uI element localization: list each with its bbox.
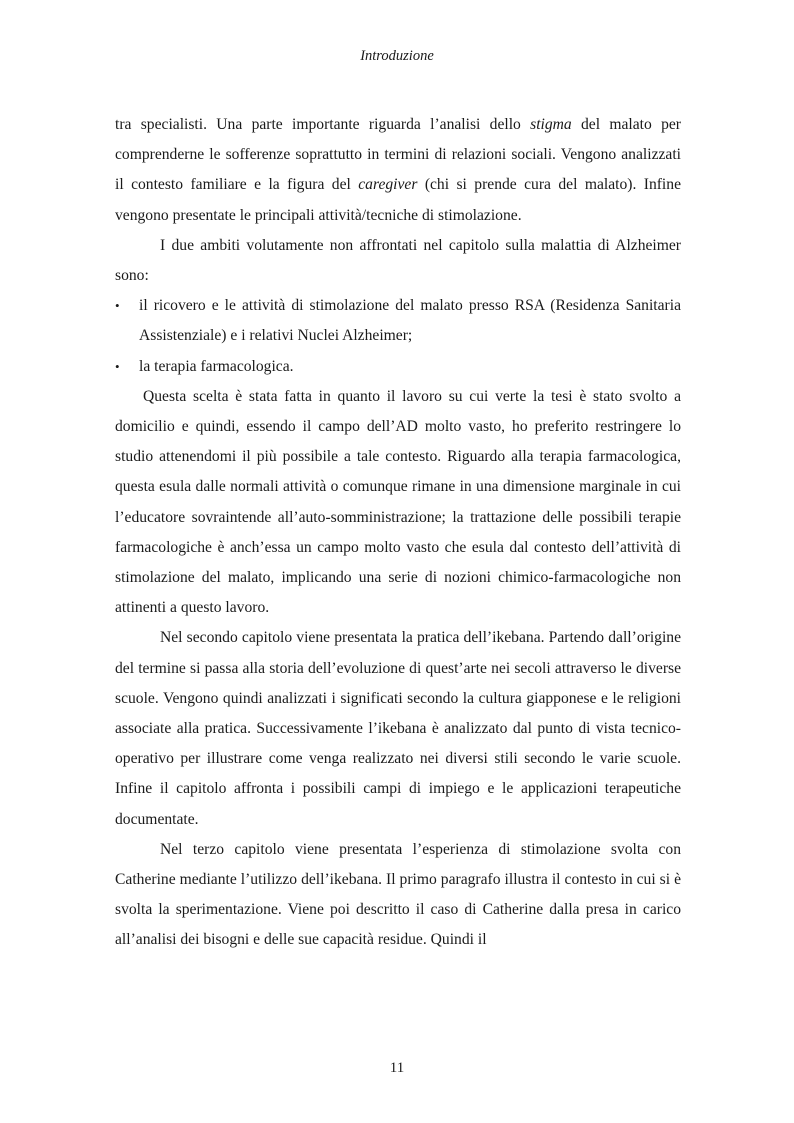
bullet-item-2-text: la terapia farmacologica. [139, 357, 294, 375]
paragraph-5: Nel terzo capitolo viene presentata l’esperienza di stimolazione svolta con Catherine mediante l’utilizzo dell’ikebana. Il primo paragrafo illustra il contesto in cui si è svolta la sperimentazione. Viene poi descritto il caso di Catherine dalla presa in carico all’analisi dei bisogni e delle sue capacità residue. Quindi il [115, 840, 681, 949]
stigma-term: stigma [530, 116, 572, 133]
paragraph-1-part-a: tra specialisti. Una parte importante riguarda l’analisi dello [115, 116, 531, 133]
page-number: 11 [389, 1060, 405, 1076]
bullet-item-1 [115, 291, 681, 351]
bullet-item-2 [115, 352, 681, 382]
bullet-list [115, 291, 681, 382]
bullet-icon: • [115, 358, 120, 374]
paragraph-2: I due ambiti volutamente non affrontati nel capitolo sulla malattia di Alzheimer sono: [115, 236, 681, 285]
paragraph-3: Questa scelta è stata fatta in quanto il lavoro su cui verte la tesi è stato svolto a domicilio e quindi, essendo il campo dell’AD molto vasto, ho preferito restringere lo studio attenendomi il più possibile a tale contesto. Riguardo alla terapia farmacologica, questa esula dalle normali attività o comunque rimane in una dimensione marginale in cui l’educatore sovraintende all’auto-somministrazione; la trattazione delle possibili terapie farmacologiche è anch’essa un campo molto vasto che esula dal contesto dell’attività di stimolazione del malato, implicando una serie di nozioni chimico-farmacologiche non attinenti a questo lavoro. [115, 387, 681, 617]
paragraph-1-part-e: (chi si prende cura del malato). Infine vengono presentate le principali attività/tecniche di stimolazione. [115, 176, 681, 224]
bullet-item-1-text: il ricovero e le attività di stimolazione del malato presso RSA (Residenza Sanitaria Assistenziale) e i relativi Nuclei Alzheimer; [139, 297, 681, 345]
running-header: Introduzione [360, 48, 434, 64]
bullet-icon: • [115, 298, 120, 314]
paragraph-1-part-c: del malato per comprenderne le sofferenze soprattutto in termini di relazioni sociali. Vengono analizzati il contesto familiare e la figura del [115, 116, 681, 194]
paragraph-1 [115, 110, 681, 231]
caregiver-term: caregiver [358, 176, 418, 194]
paragraph-4: Nel secondo capitolo viene presentata la pratica dell’ikebana. Partendo dall’origine del termine si passa alla storia dell’evoluzione di quest’arte nei secoli attraverso le diverse scuole. Vengono quindi analizzati i significati secondo la cultura giapponese e le religioni associate alla pratica. Successivamente l’ikebana è analizzato dal punto di vista tecnico-operativo per illustrare come venga realizzato nei diversi stili secondo le varie scuole. Infine il capitolo affronta i possibili campi di impiego e le applicazioni terapeutiche documentate. [115, 629, 681, 828]
body-text [115, 110, 681, 956]
